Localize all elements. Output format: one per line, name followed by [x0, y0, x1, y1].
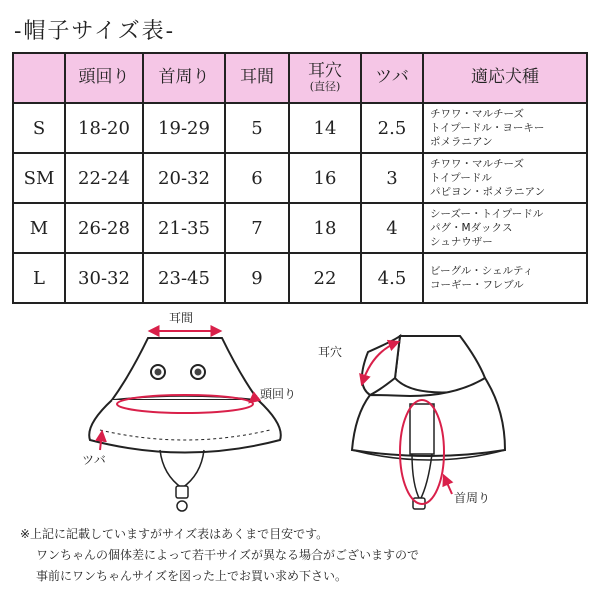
- cell-neck: 19-29: [143, 103, 225, 153]
- cell-size: M: [13, 203, 65, 253]
- header-ear-hole: [289, 53, 361, 103]
- cell-ear-gap: 9: [225, 253, 289, 303]
- cell-ear-hole: 22: [289, 253, 361, 303]
- table-row: [13, 153, 587, 203]
- side-chin-strap: [412, 454, 432, 500]
- cell-head: 26-28: [65, 203, 143, 253]
- cell-neck: 23-45: [143, 253, 225, 303]
- table-header-row: [13, 53, 587, 103]
- cell-brim: 4: [361, 203, 423, 253]
- cell-breeds: [423, 253, 587, 303]
- ear-gap-label: 耳間: [169, 311, 194, 325]
- chin-strap: [160, 450, 204, 488]
- header-head: 頭回り: [65, 53, 143, 103]
- breed-line: トイプードル・ヨーキー: [430, 121, 545, 134]
- cell-neck: 20-32: [143, 153, 225, 203]
- header-neck: 首周り: [143, 53, 225, 103]
- cell-breeds: [423, 103, 587, 153]
- cell-ear-hole: 16: [289, 153, 361, 203]
- cell-head: 22-24: [65, 153, 143, 203]
- cell-ear-gap: 6: [225, 153, 289, 203]
- cell-size: L: [13, 253, 65, 303]
- table-row: [13, 103, 587, 153]
- cell-breeds: [423, 203, 587, 253]
- header-ear-hole-label: 耳穴: [308, 61, 342, 82]
- cell-brim: 4.5: [361, 253, 423, 303]
- cell-ear-gap: 7: [225, 203, 289, 253]
- breed-line: トイプードル: [430, 171, 492, 184]
- table-row: [13, 253, 587, 303]
- header-ear-gap: 耳間: [225, 53, 289, 103]
- table-row: [13, 203, 587, 253]
- hat-diagram: [0, 300, 600, 522]
- note-line: ※上記に記載していますがサイズ表はあくまで目安です。: [20, 527, 329, 541]
- cell-size: S: [13, 103, 65, 153]
- brim-label: ツバ: [82, 453, 106, 467]
- breed-line: ビーグル・シェルティ: [430, 264, 534, 277]
- header-ear-hole-sub: (直径): [309, 80, 341, 94]
- breed-line: コーギー・フレブル: [430, 279, 524, 291]
- note-line: 事前にワンちゃんサイズを図った上でお買い求め下さい。: [36, 569, 348, 583]
- page-title: -帽子サイズ表-: [14, 19, 176, 44]
- breed-line: シュナウザー: [430, 236, 493, 249]
- cell-size: SM: [13, 153, 65, 203]
- side-hat-illustration: [352, 336, 505, 509]
- breed-line: チワワ・マルチーズ: [430, 157, 524, 170]
- cell-ear-hole: 18: [289, 203, 361, 253]
- breed-line: パピヨン・ポメラニアン: [430, 186, 546, 199]
- cell-head: 30-32: [65, 253, 143, 303]
- cell-brim: 2.5: [361, 103, 423, 153]
- neck-label: 首周り: [454, 491, 491, 505]
- ear-hole-label: 耳穴: [318, 345, 343, 359]
- note-line: ワンちゃんの個体差によって若干サイズが異なる場合がございますので: [36, 548, 420, 562]
- cell-head: 18-20: [65, 103, 143, 153]
- breed-line: パグ・Mダックス: [430, 221, 513, 234]
- breed-line: チワワ・マルチーズ: [430, 107, 524, 120]
- front-hat-illustration: [89, 338, 281, 511]
- cell-ear-hole: 14: [289, 103, 361, 153]
- disclaimer-note: [20, 524, 419, 587]
- header-size: [13, 53, 65, 103]
- size-table: [12, 52, 588, 304]
- header-brim: ツバ: [361, 53, 423, 103]
- strap-stopper: [176, 486, 188, 498]
- head-label: 頭回り: [260, 387, 297, 401]
- cell-neck: 21-35: [143, 203, 225, 253]
- cell-brim: 3: [361, 153, 423, 203]
- header-breeds: 適応犬種: [423, 53, 587, 103]
- breed-line: シーズー・トイプードル: [430, 207, 544, 220]
- cell-ear-gap: 5: [225, 103, 289, 153]
- cell-breeds: [423, 153, 587, 203]
- breed-line: ポメラニアン: [430, 136, 493, 149]
